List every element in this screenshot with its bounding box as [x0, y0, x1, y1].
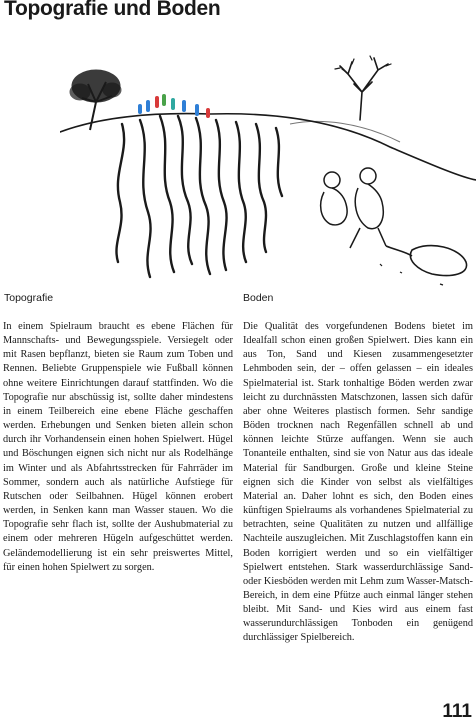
- sled-tracks: [116, 116, 282, 277]
- page-title: Topografie und Boden: [4, 0, 221, 20]
- section-heading-boden: Boden: [243, 292, 274, 304]
- body-text-topografie: In einem Spielraum braucht es ebene Flächen für Mannschafts- und Bewegungsspiele. Versiegelt oder mit Rasen bepflanzt, bieten sie Raum zum Toben und Rennen. Beliebte Gruppenspiele wie Fußball können ohne weitere Einrichtungen darauf stattfinden. Wo die Topografie nur abschüssig ist, sollte daher mindestens in einem Teilbereich eine ebene Fläche geschaffen werden. Erhebungen und Senken bieten allein schon durch ihr Vorhandensein einen hohen Spielwert. Hügel und Böschungen eignen sich nicht nur als Rodelhänge im Winter und als Abfahrtsstrecken für Fahrräder im Sommer, sondern auch als natürliche Aufstiege für Rutschen oder Seilbahnen. Hügel können erobert werden, in Senken kann man Wasser stauen. Wo die Topografie sehr flach ist, sollte der Aushubmaterial zu einem oder mehreren Hügeln aufgeschüttet werden. Geländemodellierung ist ein sehr preiswertes Mittel, für einen hohen Spielwert zu sorgen.: [3, 321, 233, 573]
- section-heading-topografie: Topografie: [4, 292, 54, 304]
- hill-sledding-illustration: [60, 52, 476, 302]
- body-text-boden: Die Qualität des vorgefundenen Bodens bietet im Idealfall schon einen großen Spielwert. Dies kann ein aus Ton, Sand und Kiesen zusammengesetzter Lehmboden sein, der – offen gelassen – ein ideales Spielmaterial ist. Stark tonhaltige Böden werden zwar leicht zu durchnässten Matschzonen, lassen sich dafür aber ohne Weiteres plastisch formen. Sehr sandige Böden trocknen nach Regenfällen schnell ab und können leichte Stürze auffangen. Wenn sie auch Tonanteile enthalten, sind sie von Natur aus das ideale Material für Sandburgen. Große und kleine Steine eignen sich die Kinder von selbst als vielfältiges Material an. Daher lohnt es sich, den Boden eines künftigen Spielraums als vorhandenes Spielmaterial zu betrachten, seine Qualitäten zu nutzen und allfällige Nachteile auszugleichen. Mit Zuschlagstoffen kann ein Boden korrigiert werden und so ein vielfältiger Spielwert entstehen. Stark wasserdurchlässige Sand- oder Kiesböden werden mit Lehm zum Wasser-Matsch-Bereich, in dem eine Pfütze auch einmal länger stehen bleibt. Mit Sand- und Kies wird aus einem fast wasserundurchlässigen Tonboden ein genügend durchlässiger Spielbereich.: [243, 321, 473, 644]
- right-tree: [335, 56, 391, 120]
- left-tree: [70, 70, 121, 130]
- page-number: 111: [442, 701, 472, 722]
- sled: [386, 246, 467, 276]
- sledding-kids: [321, 168, 386, 248]
